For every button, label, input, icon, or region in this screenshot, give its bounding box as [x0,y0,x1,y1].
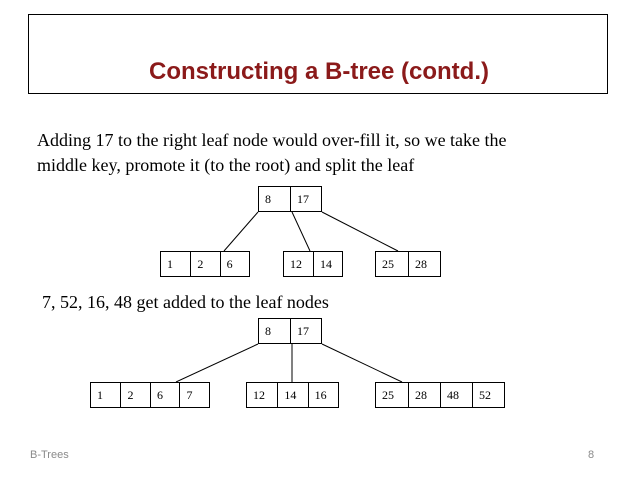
tree2-leaf-key: 14 [277,383,307,407]
description-line-1: Adding 17 to the right leaf node would over-fill it, so we take the [37,130,507,150]
tree2-leaf-key: 25 [382,388,394,402]
tree2-leaf-key: 52 [472,383,504,407]
tree1-leaf-key: 1 [167,257,173,271]
tree2-leaf-key: 28 [408,383,440,407]
tree1-leaf-middle [283,251,343,277]
tree2-leaf-key: 2 [120,383,150,407]
edge-t2-left [176,344,258,382]
tree1-leaf-key: 28 [408,252,440,276]
tree2-root-node [258,318,322,344]
tree1-leaf-key: 6 [220,252,249,276]
tree1-leaf-key: 25 [382,257,394,271]
tree1-leaf-left [160,251,250,277]
tree1-leaf-right [375,251,441,277]
footer-label: B-Trees [30,449,69,461]
tree2-leaf-key: 7 [179,383,209,407]
tree2-leaf-key: 16 [308,383,338,407]
slide-title: Constructing a B-tree (contd.) [149,58,489,85]
tree1-root-key: 17 [290,187,321,211]
description-paragraph-2: 7, 52, 16, 48 get added to the leaf nodes [42,292,329,312]
tree1-leaf-key: 14 [313,252,342,276]
edge-t1-right [322,212,398,251]
tree2-leaf-key: 1 [97,388,103,402]
edge-t2-right [322,344,402,382]
edge-t1-middle [292,212,310,251]
tree1-root-key: 8 [265,192,271,206]
tree1-leaf-key: 2 [190,252,219,276]
tree2-leaf-left [90,382,210,408]
tree1-leaf-key: 12 [290,257,302,271]
description-line-2: middle key, promote it (to the root) and split the leaf [37,155,415,175]
tree2-leaf-middle [246,382,339,408]
tree2-leaf-key: 48 [440,383,472,407]
tree2-leaf-right [375,382,505,408]
tree2-leaf-key: 12 [253,388,265,402]
edge-t1-left [224,212,258,251]
tree1-root-node [258,186,322,212]
slide-number: 8 [588,449,595,461]
tree2-root-key: 8 [265,324,271,338]
tree2-root-key: 17 [290,319,321,343]
tree2-leaf-key: 6 [150,383,180,407]
